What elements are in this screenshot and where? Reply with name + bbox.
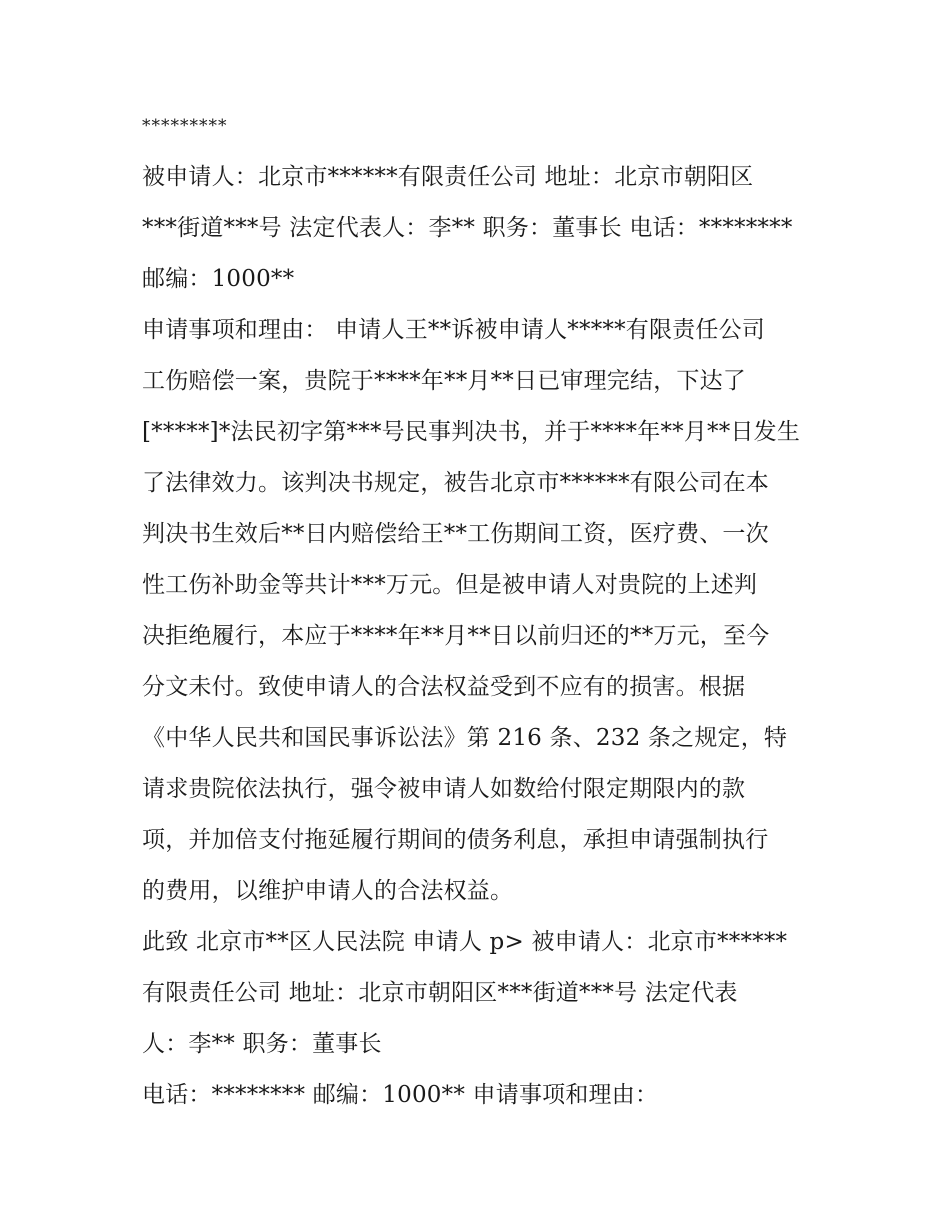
body-line: 决拒绝履行，本应于****年**月**日以前归还的**万元，至今	[142, 623, 770, 649]
body-line: 了法律效力。该判决书规定，被告北京市******有限公司在本	[142, 470, 769, 496]
closing-line: 此致 北京市**区人民法院 申请人 p> 被申请人：北京市******	[142, 929, 788, 955]
body-line: 判决书生效后**日内赔偿给王**工伤期间工资，医疗费、一次	[142, 521, 769, 547]
closing-line: 人：李** 职务：董事长	[142, 1031, 382, 1057]
body-line: 请求贵院依法执行，强令被申请人如数给付限定期限内的款	[142, 776, 746, 802]
body-line: [*****]*法民初字第***号民事判决书，并于****年**月**日发生	[142, 419, 801, 445]
closing-line: 电话：******** 邮编：1000** 申请事项和理由：	[142, 1082, 659, 1108]
document-body	[142, 101, 812, 1121]
postcode-line: 邮编：1000**	[142, 266, 295, 292]
body-line: 分文未付。致使申请人的合法权益受到不应有的损害。根据	[142, 674, 746, 700]
closing-line: 有限责任公司 地址：北京市朝阳区***街道***号 法定代表	[142, 980, 738, 1006]
body-line: 《中华人民共和国民事诉讼法》第 216 条、232 条之规定，特	[142, 725, 788, 751]
masked-header-line: *********	[142, 116, 228, 136]
body-line: 性工伤补助金等共计***万元。但是被申请人对贵院的上述判	[142, 572, 758, 598]
body-line: 的费用，以维护申请人的合法权益。	[142, 878, 514, 904]
request-heading-line: 申请事项和理由： 申请人王**诉被申请人*****有限责任公司	[142, 317, 766, 343]
respondent-detail-line: ***街道***号 法定代表人：李** 职务：董事长 电话：********	[142, 215, 793, 241]
body-line: 工伤赔偿一案，贵院于****年**月**日已审理完结，下达了	[142, 368, 746, 394]
respondent-line: 被申请人：北京市******有限责任公司 地址：北京市朝阳区	[142, 164, 754, 190]
body-line: 项，并加倍支付拖延履行期间的债务利息，承担申请强制执行	[142, 827, 769, 853]
